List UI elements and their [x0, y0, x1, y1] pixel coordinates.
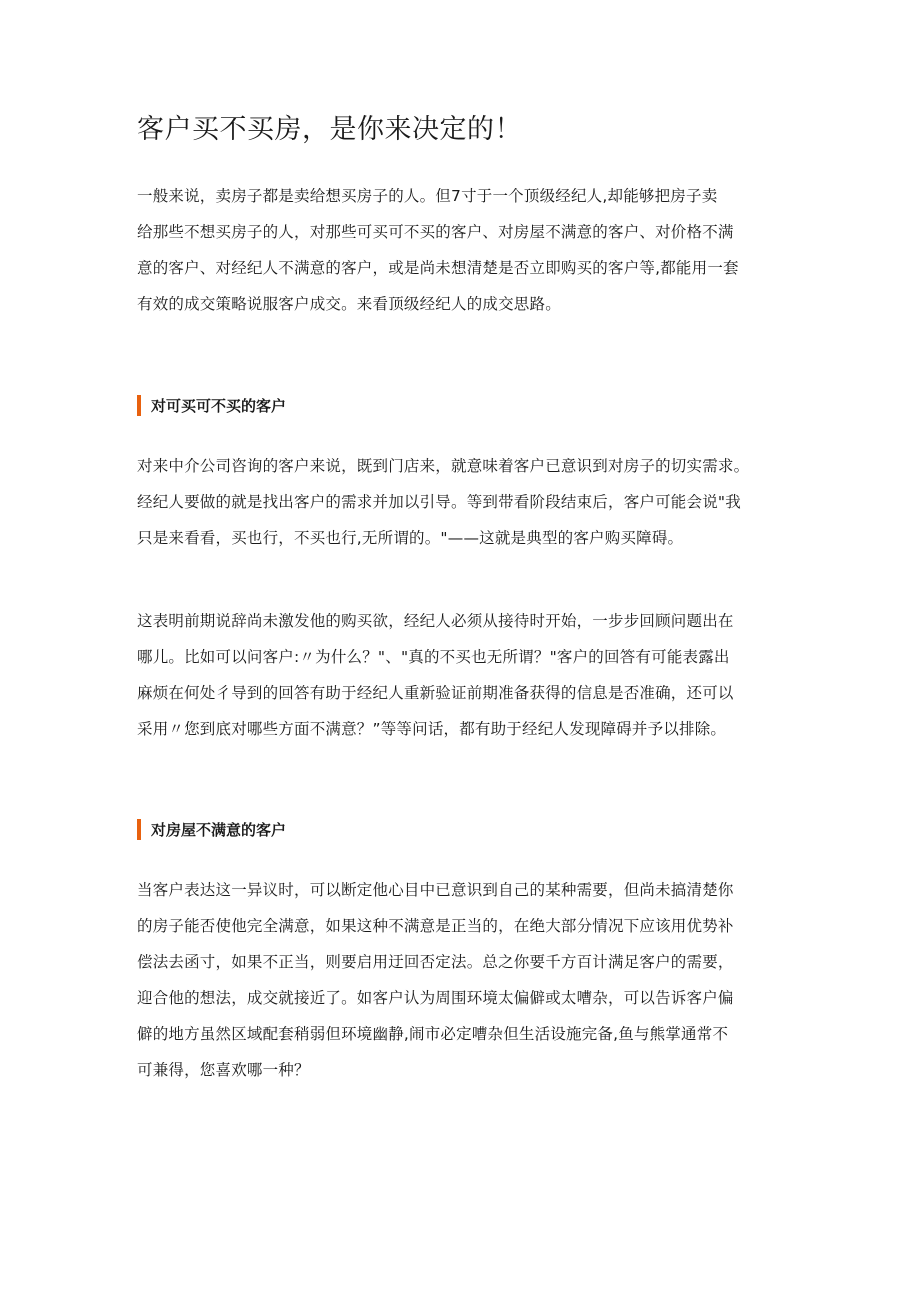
section-1-paragraph-1 — [137, 448, 797, 556]
intro-paragraph — [137, 178, 797, 322]
paragraph-line: 偿法去函寸，如果不正当，则要启用迂回否定法。总之你要千方百计满足客户的需要， — [137, 953, 734, 971]
article-title: 客户买不买房，是你来决定的！ — [137, 114, 522, 145]
paragraph-line: 当客户表达这一异议时，可以断定他心目中已意识到自己的某种需要，但尚未搞清楚你 — [137, 881, 734, 899]
accent-bar — [137, 395, 141, 416]
accent-bar — [137, 819, 141, 840]
paragraph-line: 意的客户、对经纪人不满意的客户，或是尚未想清楚是否立即购买的客户等,都能用一套 — [137, 259, 739, 277]
section-heading-text: 对可买可不买的客户 — [151, 397, 287, 415]
paragraph-line: 可兼得，您喜欢哪一种？ — [137, 1061, 310, 1079]
section-1-paragraph-2 — [137, 603, 797, 747]
paragraph-line: 麻烦在何处彳导到的回答有助于经纪人重新验证前期准备获得的信息是否准确，还可以 — [137, 684, 734, 702]
paragraph-line: 一般来说，卖房子都是卖给想买房子的人。但7寸于一个顶级经纪人,却能够把房子卖 — [137, 187, 718, 205]
section-heading-2 — [137, 818, 637, 842]
paragraph-line: 采用〃您到底对哪些方面不满意？”等等问话，都有助于经纪人发现障碍并予以排除。 — [137, 720, 727, 738]
paragraph-line: 给那些不想买房子的人，对那些可买可不买的客户、对房屋不满意的客户、对价格不满 — [137, 223, 734, 241]
paragraph-line: 对来中介公司咨询的客户来说，既到门店来，就意味着客户已意识到对房子的切实需求。 — [137, 457, 750, 475]
section-heading-text: 对房屋不满意的客户 — [151, 821, 287, 839]
paragraph-line: 这表明前期说辞尚未激发他的购买欲，经纪人必须从接待时开始，一步步回顾问题出在 — [137, 612, 734, 630]
paragraph-line: 有效的成交策略说服客户成交。来看顶级经纪人的成交思路。 — [137, 295, 561, 313]
section-2-paragraph-1 — [137, 872, 797, 1088]
paragraph-line: 哪儿。比如可以问客户:〃为什么？"、"真的不买也无所谓？"客户的回答有可能表露出 — [137, 648, 730, 666]
paragraph-line: 的房子能否使他完全满意，如果这种不满意是正当的，在绝大部分情况下应该用优势补 — [137, 917, 734, 935]
paragraph-line: 迎合他的想法，成交就接近了。如客户认为周围环境太偏僻或太嘈杂，可以告诉客户偏 — [137, 989, 734, 1007]
paragraph-line: 僻的地方虽然区域配套稍弱但环境幽静,闹市必定嘈杂但生活设施完备,鱼与熊掌通常不 — [137, 1025, 729, 1043]
paragraph-line: 只是来看看，买也行，不买也行,无所谓的。"——这就是典型的客户购买障碍。 — [137, 529, 684, 547]
paragraph-line: 经纪人要做的就是找出客户的需求并加以引导。等到带看阶段结束后，客户可能会说"我 — [137, 493, 741, 511]
section-heading-1 — [137, 394, 637, 418]
